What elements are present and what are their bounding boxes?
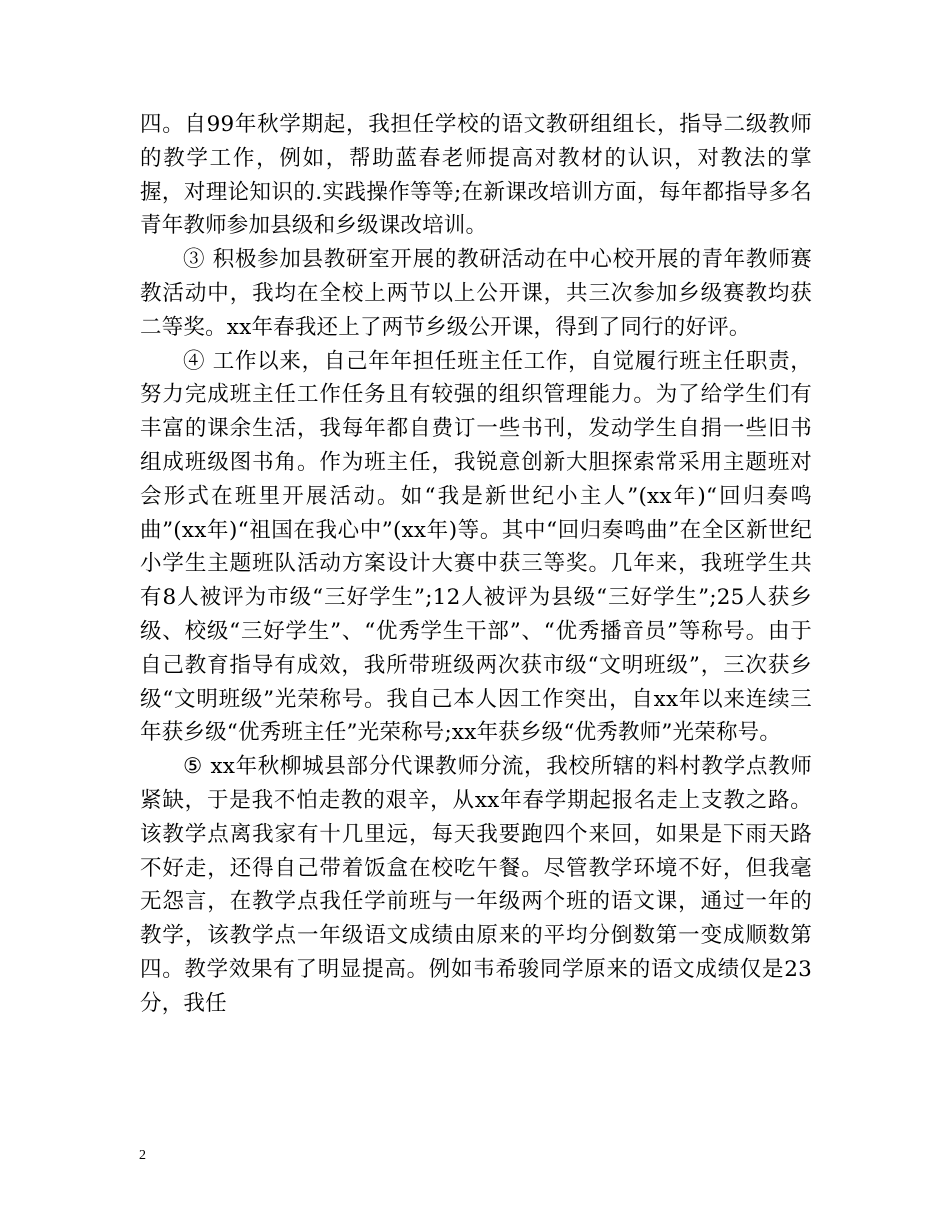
paragraph-4: ⑤ xx年秋柳城县部分代课教师分流，我校所辖的料村教学点教师紧缺，于是我不怕走教的艰辛，从xx年春学期起报名走上支教之路。该教学点离我家有十几里远，每天我要跑四个来回，如果是下雨天路不好走，还得自己带着饭盒在校吃午餐。尽管教学环境不好，但我毫无怨言，在教学点我任学前班与一年级两个班的语文课，通过一年的教学，该教学点一年级语文成绩由原来的平均分倒数第一变成顺数第四。教学效果有了明显提高。例如韦希骏同学原来的语文成绩仅是23分，我任 — [140, 754, 812, 1016]
paragraph-3: ④ 工作以来，自己年年担任班主任工作，自觉履行班主任职责，努力完成班主任工作任务且有较强的组织管理能力。为了给学生们有丰富的课余生活，我每年都自费订一些书刊，发动学生自捐一些旧书组成班级图书角。作为班主任，我锐意创新大胆探索常采用主题班对会形式在班里开展活动。如“我是新世纪小主人”(xx年)“回归奏鸣曲”(xx年)“祖国在我心中”(xx年)等。其中“回归奏鸣曲”在全区新世纪小学生主题班队活动方案设计大赛中获三等奖。几年来，我班学生共有8人被评为市级“三好学生”;12人被评为县级“三好学生”;25人获乡级、校级“三好学生”、“优秀学生干部”、“优秀播音员”等称号。由于自己教育指导有成效，我所带班级两次获市级“文明班级”，三次获乡级“文明班级”光荣称号。我自己本人因工作突出，自xx年以来连续三年获乡级“优秀班主任”光荣称号;xx年获乡级“优秀教师”光荣称号。 — [140, 348, 812, 746]
document-body — [140, 108, 812, 1021]
paragraph-1: 四。自99年秋学期起，我担任学校的语文教研组组长，指导二级教师的教学工作，例如，帮助蓝春老师提高对教材的认识，对教法的掌握，对理论知识的.实践操作等等;在新课改培训方面，每年都指导多名青年教师参加县级和乡级课改培训。 — [140, 112, 812, 239]
paragraph-2: ③ 积极参加县教研室开展的教研活动在中心校开展的青年教师赛教活动中，我均在全校上两节以上公开课，共三次参加乡级赛教均获二等奖。xx年春我还上了两节乡级公开课，得到了同行的好评。 — [140, 247, 812, 340]
page-number: 2 — [139, 1148, 146, 1163]
